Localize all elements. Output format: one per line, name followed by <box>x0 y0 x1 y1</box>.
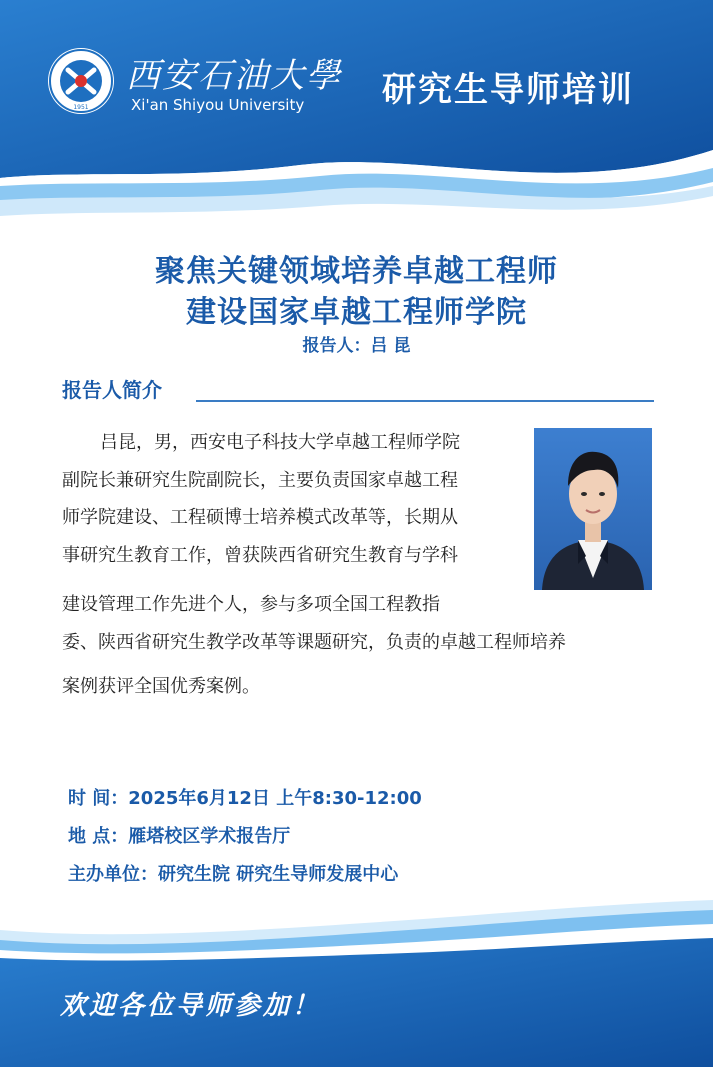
welcome-text: 欢迎各位导师参加！ <box>60 991 322 1021</box>
university-emblem-icon <box>46 46 116 116</box>
bio-line: 建设管理工作先进个人，参与多项全国工程教指 <box>62 594 440 615</box>
talk-title-line-1: 聚焦关键领域培养卓越工程师 <box>155 254 558 289</box>
bio-line: 师学院建设、工程硕博士培养模式改革等，长期从 <box>62 507 458 528</box>
university-name-cn: 西安石油大學 <box>126 56 342 96</box>
bio-line: 案例获评全国优秀案例。 <box>62 676 260 697</box>
bio-heading: 报告人简介 <box>62 378 162 402</box>
event-place-label: 地 点： <box>68 826 129 847</box>
header-title: 研究生导师培训 <box>382 70 634 110</box>
event-time-label: 时 间： <box>68 788 129 809</box>
event-host-value: 研究生院 研究生导师发展中心 <box>158 864 399 885</box>
footer-background <box>0 900 713 1067</box>
university-name-en: Xi'an Shiyou University <box>131 96 305 114</box>
bio-heading-underline <box>196 400 654 402</box>
speaker-line: 报告人：吕 昆 <box>302 336 411 356</box>
talk-title-line-2: 建设国家卓越工程师学院 <box>186 295 527 330</box>
event-host <box>68 860 398 886</box>
event-place <box>68 822 290 848</box>
speaker-portrait <box>534 428 652 590</box>
bio-line: 副院长兼研究生院副院长，主要负责国家卓越工程 <box>62 470 458 491</box>
bio-line: 吕昆，男，西安电子科技大学卓越工程师学院 <box>100 432 460 453</box>
event-place-value: 雁塔校区学术报告厅 <box>128 826 291 847</box>
emblem-year: 1951 <box>73 104 89 111</box>
event-time-value: 2025年6月12日 上午8:30-12:00 <box>128 788 422 809</box>
event-time <box>68 784 422 810</box>
bio-line: 事研究生教育工作，曾获陕西省研究生教育与学科 <box>62 545 458 566</box>
event-host-label: 主办单位： <box>68 864 158 885</box>
bio-line: 委、陕西省研究生教学改革等课题研究，负责的卓越工程师培养 <box>62 632 566 653</box>
